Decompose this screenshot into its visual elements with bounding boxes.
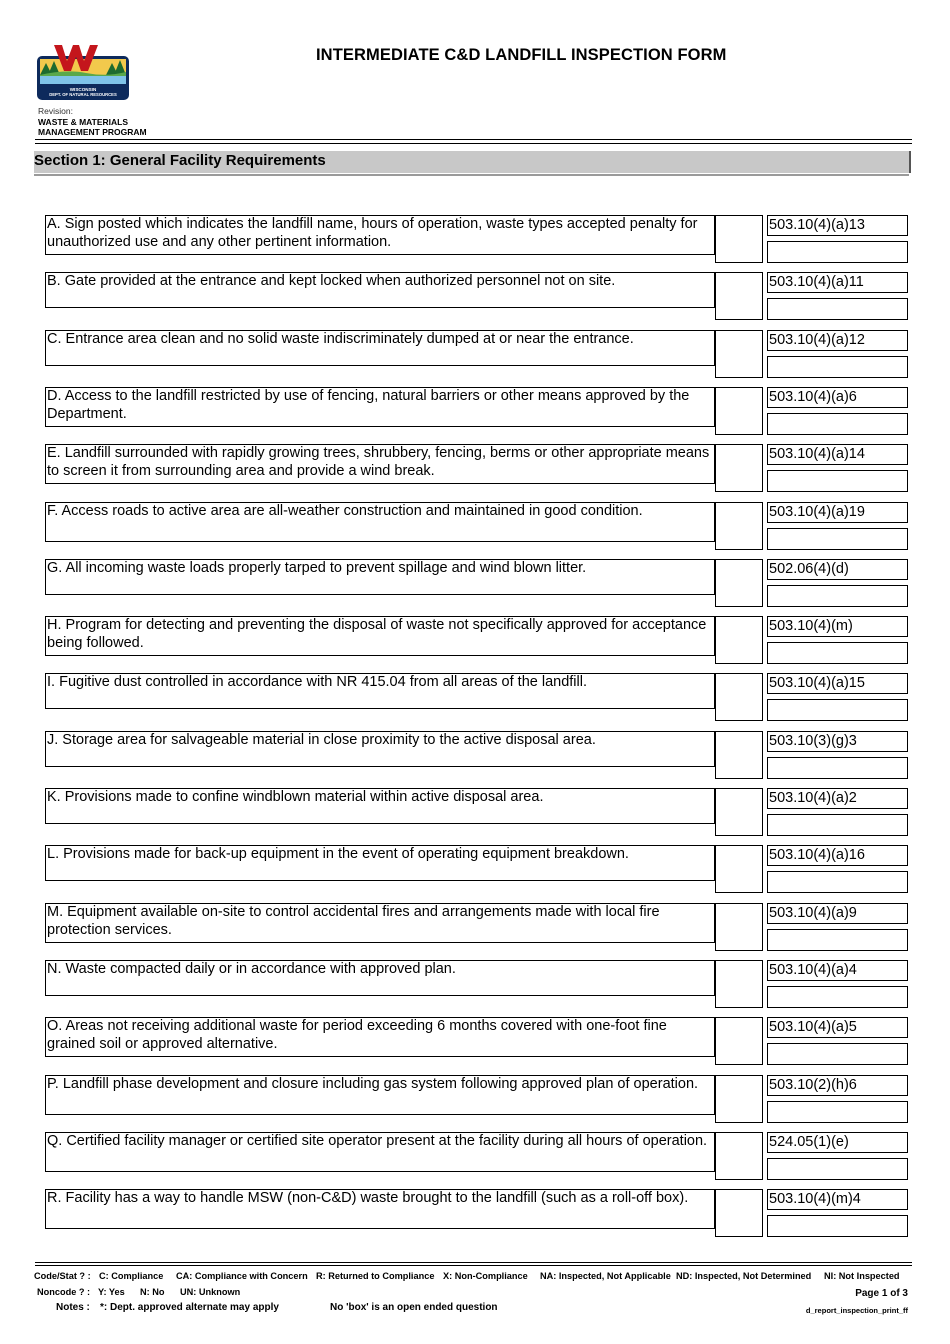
legend-item: UN: Unknown [180,1287,241,1297]
status-box[interactable] [715,272,763,320]
item-question: C. Entrance area clean and no solid waste indiscriminately dumped at or near the entrance. [45,330,715,366]
item-question: E. Landfill surrounded with rapidly growing trees, shrubbery, fencing, berms or other appropriate means to screen it from surrounding area and provide a wind break. [45,444,715,484]
legend-item: NA: Inspected, Not Applicable [540,1271,671,1281]
item-question: I. Fugitive dust controlled in accordance with NR 415.04 from all areas of the landfill. [45,673,715,709]
regulation-code: 503.10(4)(a)11 [767,272,908,293]
item-question: L. Provisions made for back-up equipment in the event of operating equipment breakdown. [45,845,715,881]
status-box[interactable] [715,788,763,836]
note-field[interactable] [767,413,908,435]
status-box[interactable] [715,731,763,779]
inspection-item [45,387,909,437]
svg-text:DEPT. OF NATURAL RESOURCES: DEPT. OF NATURAL RESOURCES [49,92,117,97]
status-box[interactable] [715,673,763,721]
regulation-code: 503.10(4)(a)14 [767,444,908,465]
note-field[interactable] [767,1215,908,1237]
note-field[interactable] [767,1158,908,1180]
note-field[interactable] [767,699,908,721]
item-question: J. Storage area for salvageable material in close proximity to the active disposal area. [45,731,715,767]
item-question: B. Gate provided at the entrance and kept locked when authorized personnel not on site. [45,272,715,308]
item-question: F. Access roads to active area are all-weather construction and maintained in good condition. [45,502,715,542]
inspection-item [45,1132,909,1182]
status-box[interactable] [715,845,763,893]
regulation-code: 503.10(4)(a)9 [767,903,908,924]
regulation-code: 503.10(3)(g)3 [767,731,908,752]
item-question: Q. Certified facility manager or certified site operator present at the facility during all hours of operation. [45,1132,715,1172]
regulation-code: 524.05(1)(e) [767,1132,908,1153]
note-alternate: *: Dept. approved alternate may apply [100,1302,279,1313]
status-box[interactable] [715,903,763,951]
page-title: INTERMEDIATE C&D LANDFILL INSPECTION FORM [316,46,727,64]
inspection-item [45,559,909,609]
inspection-item [45,1189,909,1239]
regulation-code: 502.06(4)(d) [767,559,908,580]
regulation-code: 503.10(4)(a)5 [767,1017,908,1038]
status-box[interactable] [715,616,763,664]
revision-label: Revision: [38,106,73,116]
note-field[interactable] [767,470,908,492]
inspection-item [45,903,909,953]
note-field[interactable] [767,528,908,550]
note-field[interactable] [767,986,908,1008]
inspection-item [45,845,909,895]
note-field[interactable] [767,1043,908,1065]
inspection-item [45,502,909,552]
inspection-item [45,1017,909,1067]
inspection-item [45,272,909,322]
legend-item: CA: Compliance with Concern [176,1271,308,1281]
note-field[interactable] [767,356,908,378]
legend-item: Y: Yes [98,1287,125,1297]
status-box[interactable] [715,960,763,1008]
regulation-code: 503.10(4)(a)16 [767,845,908,866]
regulation-code: 503.10(4)(a)19 [767,502,908,523]
note-field[interactable] [767,757,908,779]
inspection-item [45,731,909,781]
note-field[interactable] [767,1101,908,1123]
footer-divider [35,1265,912,1266]
status-box[interactable] [715,1189,763,1237]
noncode-label: Noncode ? : [37,1287,91,1297]
note-field[interactable] [767,642,908,664]
form-id: d_report_inspection_print_ff [805,1306,908,1315]
page-number: Page 1 of 3 [855,1288,908,1299]
footer-divider [35,1262,912,1263]
header-divider [35,143,912,144]
note-field[interactable] [767,241,908,263]
legend-item: X: Non-Compliance [443,1271,528,1281]
inspection-item [45,330,909,380]
regulation-code: 503.10(4)(m) [767,616,908,637]
note-open-ended: No 'box' is an open ended question [330,1302,498,1313]
inspection-item [45,616,909,666]
inspection-item [45,1075,909,1125]
regulation-code: 503.10(4)(a)12 [767,330,908,351]
inspection-item [45,215,909,265]
status-box[interactable] [715,444,763,492]
codestat-label: Code/Stat ? : [34,1271,91,1281]
inspection-item [45,673,909,723]
item-question: O. Areas not receiving additional waste for period exceeding 6 months covered with one-foot fine grained soil or approved alternative. [45,1017,715,1057]
item-question: P. Landfill phase development and closure including gas system following approved plan of operation. [45,1075,715,1115]
inspection-item [45,444,909,494]
inspection-item [45,960,909,1010]
note-field[interactable] [767,929,908,951]
inspection-item [45,788,909,838]
item-question: M. Equipment available on-site to control accidental fires and arrangements made with local fire protection services. [45,903,715,943]
legend-item: ND: Inspected, Not Determined [676,1271,812,1281]
notes-label: Notes : [56,1302,90,1313]
regulation-code: 503.10(4)(a)2 [767,788,908,809]
item-question: R. Facility has a way to handle MSW (non-C&D) waste brought to the landfill (such as a roll-off box). [45,1189,715,1229]
item-question: D. Access to the landfill restricted by use of fencing, natural barriers or other means approved by the Department. [45,387,715,427]
status-box[interactable] [715,559,763,607]
note-field[interactable] [767,585,908,607]
status-box[interactable] [715,387,763,435]
legend-item: R: Returned to Compliance [316,1271,435,1281]
section-title: Section 1: General Facility Requirements [34,152,326,169]
header-divider [35,139,912,140]
status-box[interactable] [715,1075,763,1123]
item-question: K. Provisions made to confine windblown material within active disposal area. [45,788,715,824]
program-name: WASTE & MATERIALS MANAGEMENT PROGRAM [38,117,147,137]
regulation-code: 503.10(4)(a)4 [767,960,908,981]
legend-item: N: No [140,1287,165,1297]
status-box[interactable] [715,215,763,263]
wdnr-logo [36,45,130,101]
section-header [34,151,911,173]
item-question: H. Program for detecting and preventing the disposal of waste not specifically approved for acceptance being followed. [45,616,715,656]
legend-item: C: Compliance [99,1271,164,1281]
status-box[interactable] [715,502,763,550]
logo-text: WISCONSIN [69,87,97,92]
item-question: A. Sign posted which indicates the landfill name, hours of operation, waste types accepted penalty for unauthorized use and any other pertinent information. [45,215,715,255]
legend-item: NI: Not Inspected [824,1271,900,1281]
regulation-code: 503.10(4)(m)4 [767,1189,908,1210]
note-field[interactable] [767,298,908,320]
regulation-code: 503.10(4)(a)6 [767,387,908,408]
status-box[interactable] [715,1017,763,1065]
regulation-code: 503.10(2)(h)6 [767,1075,908,1096]
regulation-code: 503.10(4)(a)13 [767,215,908,236]
note-field[interactable] [767,871,908,893]
regulation-code: 503.10(4)(a)15 [767,673,908,694]
status-box[interactable] [715,1132,763,1180]
item-question: N. Waste compacted daily or in accordance with approved plan. [45,960,715,996]
status-box[interactable] [715,330,763,378]
item-question: G. All incoming waste loads properly tarped to prevent spillage and wind blown litter. [45,559,715,595]
note-field[interactable] [767,814,908,836]
